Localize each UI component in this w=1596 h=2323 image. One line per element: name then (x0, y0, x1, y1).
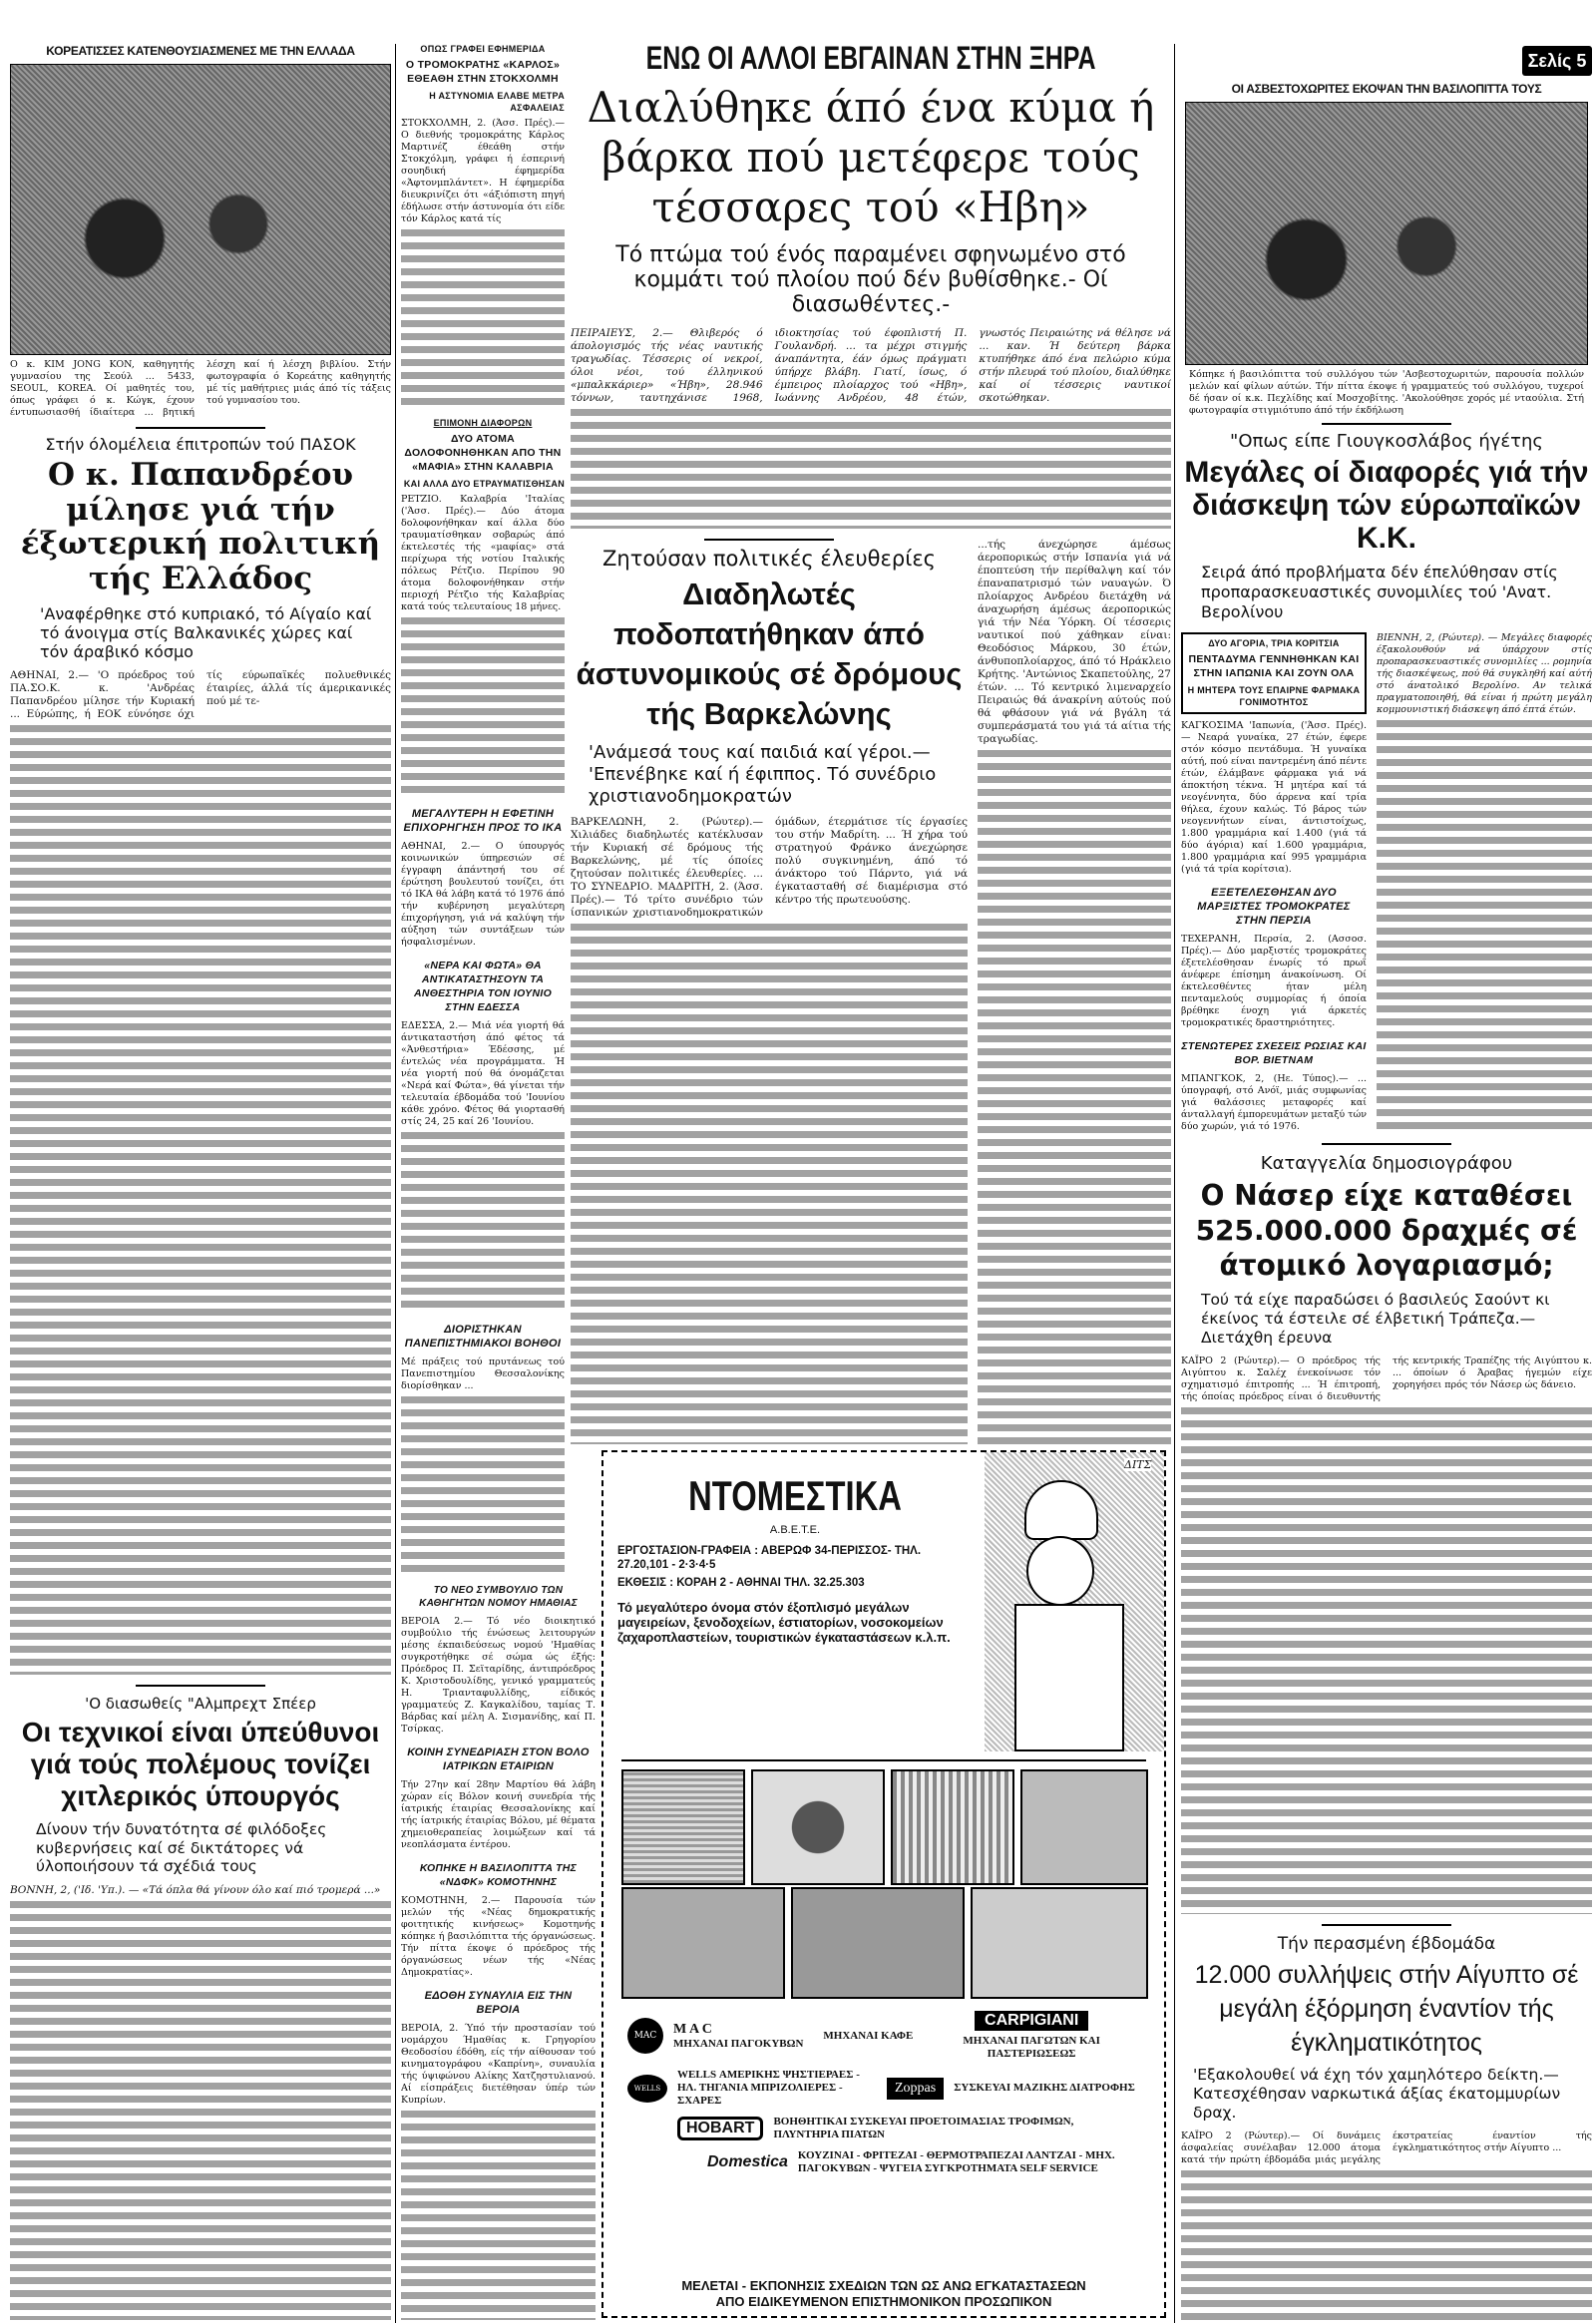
hobart-description: ΒΟΗΘΗΤΙΚΑΙ ΣΥΣΚΕΥΑΙ ΠΡΟΕΤΟΙΜΑΣΙΑΣ ΤΡΟΦΙΜΩΝ, ΠΛΥΝΤΗΡΙΑ ΠΙΑΤΩΝ (773, 2116, 1074, 2140)
imathia-headline: ΤΟ ΝΕΟ ΣΥΜΒΟΥΛΙΟ ΤΩΝ ΚΑΘΗΓΗΤΩΝ ΝΟΜΟΥ ΗΜΑΘΙΑΣ (419, 1585, 578, 1609)
egypt-body-text (1181, 2170, 1592, 2320)
chef-face-icon (1026, 1536, 1094, 1606)
speer-body: ΒΟΝΝΗ, 2, ('Ιδ. 'Υπ.). — «Τά όπλα θά γίνουν όλο καί πιό τρομερά ...» (10, 1884, 381, 1896)
pasok-deck: 'Αναφέρθηκε στό κυπριακό, τό Αίγαίο καί τό άνοιγμα στίς Βαλκανικές χώρες καί τόν άραβικό κόσμο (40, 603, 372, 662)
ad-text-block (603, 1452, 985, 1751)
veria-body: ΒΕΡΟΙΑ, 2. Ύπό τήν προστασίαν τού νομάρχου Ήμαθίας κ. Γρηγορίου Θεοδοσίου έδόθη, είς τήν αίθουσαν τού κινηματογράφου «Καπρίνη», συναυλία τής ύψιφώνου Αλίκης Χατζηστυλιανού. Αί είσπράξεις διετέθησαν ύπέρ τών Κυπρίων. (401, 2023, 596, 2106)
spain-deck: 'Ανάμεσά τους καί παιδιά καί γέροι.— 'Επενέβηκε καί ή έφιππος. Τό συνέδριο χριστιανοδημοκρατών (589, 742, 937, 807)
egypt-kicker: Τήν περασμένη έβδομάδα (1277, 1934, 1496, 1954)
carlos-label: ΟΠΩΣ ΓΡΑΦΕΙ ΕΦΗΜΕΡΙΔΑ (420, 44, 546, 54)
edessa-body: ΕΔΕΣΣΑ, 2.— Μιά νέα γιορτή θά άντικαταστήση άπό φέτος τά «Άνθεστήρια» Έδέσσης, μέ έντελώς νέα προγράμματα. Ή νέα γιορτή πού θά όνομάζεται «Νερά καί Φώτα», θά γίνεται τήν τελευταία έβδομάδα τού 'Ιουνίου κάθε χρόνο. Φέτος θά γιορτασθή στίς 24, 25 καί 26 'Ιουνίου. (401, 1020, 565, 1127)
mac-name: M A C (673, 2021, 712, 2037)
wells-description: WELLS ΑΜΕΡΙΚΗΣ ΨΗΣΤΙΕΡΑΕΣ - ΗΛ. ΤΗΓΑΝΙΑ ΜΠΡΙΖΟΛΙΕΡΕΣ - ΣΧΑΡΕΣ (677, 2069, 860, 2107)
carlos-headline: Ο ΤΡΟΜΟΚΡΑΤΗΣ «ΚΑΡΛΟΣ» ΕΘΕΑΘΗ ΣΤΗΝ ΣΤΟΚΧΟΛΜΗ (405, 59, 561, 85)
speer-deck: Δίνουν τήν δυνατότητα σέ φιλόδοξες κυβερνήσεις καί σέ δικτάτορες νά ύλοποιήσουν τά σχέδιά τους (36, 1820, 327, 1876)
lead-kicker: ΕΝΩ ΟΙ ΑΛΛΟΙ ΕΒΓΑΙΝΑΝ ΣΤΗΝ ΞΗΡΑ (645, 40, 1096, 76)
ad-footer-line1: ΜΕΛΕΤΑΙ - ΕΚΠΟΝΗΣΙΣ ΣΧΕΔΙΩΝ ΤΩΝ ΩΣ ΑΝΩ ΕΓΚΑΤΑΣΤΑΣΕΩΝ (681, 2278, 1086, 2293)
yugo-kicker: "Οπως είπε Γιουγκοσλάβος ήγέτης (1230, 431, 1543, 452)
speer-kicker: 'Ο διασωθείς "Αλμπρεχτ Σπέερ (85, 1694, 316, 1713)
yugo-row (1181, 632, 1592, 1133)
ika-headline: ΜΕΓΑΛΥΤΕΡΗ Η ΕΦΕΤΙΝΗ ΕΠΙΧΟΡΗΓΗΣΗ ΠΡΟΣ ΤΟ ΙΚΑ (403, 808, 563, 834)
egypt-body: ΚΑΪΡΟ 2 (Ρώυτερ).— Οί δυνάμεις άσφαλείας συνέλαβαν 12.000 άτομα κατά τήν πρώτη έβδομάδα μιάς μεγάλης έκστρατείας έναντίον τής έγκληματικότητος στήν Αίγυπτο ... (1181, 2130, 1592, 2165)
edessa-headline: «ΝΕΡΑ ΚΑΙ ΦΩΤΑ» ΘΑ ΑΝΤΙΚΑΤΑΣΤΗΣΟΥΝ ΤΑ ΑΝΘΕΣΤΗΡΙΑ ΤΟΝ ΙΟΥΝΙΟ ΣΤΗΝ ΕΔΕΣΣΑ (413, 960, 553, 1013)
carlos-body: ΣΤΟΚΧΟΛΜΗ, 2. (Άσσ. Πρές).— Ο διεθνής τρομοκράτης Κάρλος Μαρτινέζ έθεάθη στήν Στοκχόλμη, γράφει ή έσπερινή σουηδική έφημερίδα «Άφτονμπλάντετ». Η έφημερίδα διευκρινίζει ότι «άξιόπιστη πηγή έδήλωσε στήν άστυνομία ότι είδε τόν Κάρλος κατά τίς (401, 118, 565, 224)
product-fryer (621, 1887, 785, 1999)
egypt-deck: 'Εξακολουθεί νά έχη τόν χαμηλότερο δείκτη.— Κατεσχέθησαν ναρκωτικά άξίας έκατομμυρίων δραχ. (1193, 2066, 1561, 2122)
divider (704, 539, 834, 541)
divider (136, 427, 265, 429)
spain-story (571, 539, 968, 1444)
quintuplets-box (1181, 632, 1367, 714)
center-column (571, 40, 1171, 1444)
yugo-deck: Σειρά άπό προβλήματα δέν έπελύθησαν στίς προπαρασκευαστικές συνομιλίες τού 'Ανατ. Βερολίνου (1201, 563, 1558, 621)
chef-illustration (985, 1452, 1164, 1751)
lead-body-text (571, 409, 1171, 529)
divider (136, 1685, 265, 1687)
ika-body: ΑΘΗΝΑΙ, 2.— Ο ύπουργός κοινωνικών ύπηρεσιών σέ έγγραφη άπάντησή του σέ έρώτηση βουλευτού τονίζει, ότι τό ΙΚΑ θά λάβη κατά τό 1976 άπό τήν κυβέρνηση μεγαλύτερη έπιχορήγηση, γιά νά καλύψη τήν αύξηση τών συντάξεων τών ήσφαλισμένων. (401, 841, 565, 948)
pasok-kicker: Στήν όλομέλεια έπιτροπών τού ΠΑΣΟΚ (45, 435, 356, 454)
persia-headline: ΕΞΕΤΕΛΕΣΘΗΣΑΝ ΔΥΟ ΜΑΡΞΙΣΤΕΣ ΤΡΟΜΟΚΡΑΤΕΣ ΣΤΗΝ ΠΕΡΣΙΑ (1197, 887, 1351, 927)
brand-row-3 (627, 2116, 1140, 2141)
product-mixer (751, 1769, 885, 1885)
quint-subhead: Η ΜΗΤΕΡΑ ΤΟΥΣ ΕΠΑΙΡΝΕ ΦΑΡΜΑΚΑ ΓΟΝΙΜΟΤΗΤΟΣ (1187, 685, 1361, 707)
narrow-column-bottom (401, 1584, 596, 2320)
photo-vasilopita (1185, 102, 1588, 365)
narrow-column-top (401, 44, 565, 1576)
divider (1322, 423, 1451, 425)
zoppas-description: ΣΥΣΚΕΥΑΙ ΜΑΖΙΚΗΣ ΔΙΑΤΡΟΦΗΣ (954, 2082, 1135, 2094)
ad-spacer (603, 2175, 1164, 2278)
volos-headline: ΚΟΙΝΗ ΣΥΝΕΔΡΙΑΣΗ ΣΤΟΝ ΒΟΛΟ ΙΑΤΡΙΚΩΝ ΕΤΑΙΡΙΩΝ (407, 1746, 590, 1772)
brand-row-1 (627, 2011, 1140, 2061)
product-dishwasher (621, 1769, 745, 1885)
assistants-body: Μέ πράξεις τού πρυτάνεως τού Πανεπιστημίου Θεσσαλονίκης διορίσθηκαν ... (401, 1355, 565, 1391)
lead-body: ΠΕΙΡΑΙΕΥΣ, 2.— Θλιβερός ό άπολογισμός τής νέας ναυτικής τραγωδίας. Τέσσερις οί νεκροί, όλοι νέοι, τού έλληνικού «μπαλκκάριερ» «Ήβη», 28.946 τόννων, ταυτηχάνισε 1968, ιδιοκτησίας τού έφοπλιστή Π. Γουλανδρή. ... τα μέχρι στιγμής άναπάντητα, έάν όμως πράγματι ύπήρχε βλάβη. Γιατί, ίσως, ό έμπειρος πλοίαρχος τού «Ηβη», Ιωάννης Ανδρέου, 48 έτών, γνωστός Πειραιώτης νά θέλησε νά ... καν. Ή δεύτερη βάρκα κτυπήθηκε άπό ένα πελώριο κύμα στήν πλευρά τού πλοίου, διαλύθηκε καί οί τέσσερις ναυτικοί σκοτώθηκαν. (571, 327, 1171, 404)
yugo-headline: Μεγάλες οί διαφορές γιά τήν διάσκεψη τών εύρωπαϊκών Κ.Κ. (1184, 456, 1589, 555)
photo-headline: ΟΙ ΑΣΒΕΣΤΟΧΩΡΙΤΕΣ ΕΚΟΨΑΝ ΤΗΝ ΒΑΣΙΛΟΠΙΤΤΑ ΤΟΥΣ (1231, 82, 1542, 96)
right-column (1181, 46, 1592, 2320)
nasser-headline: Ο Νάσερ είχε καταθέσει 525.000.000 δραχμές σέ άτομικό λογαριασμό; (1195, 1179, 1578, 1282)
ad-top (603, 1452, 1164, 1751)
egypt-headline: 12.000 συλλήψεις στήν Αίγυπτο σέ μεγάλη έξόρμηση έναντίον τής έγκληματικότητος (1194, 1961, 1579, 2057)
mafia-label: ΕΠΙΜΟΝΗ ΔΙΑΦΟΡΩΝ (433, 417, 533, 428)
nasser-kicker: Καταγγελία δημοσιογράφου (1260, 1153, 1513, 1174)
assistants-body-text (401, 1396, 565, 1577)
yugo-body: ΒΙΕΝΝΗ, 2, (Ρώυτερ). — Μεγάλες διαφορές έξακολουθούν νά ύπάρχουν στίς προπαρασκευαστικές συνομιλίες ... ρομηνία τής διασκέψεως, πού θά συγκληθή καί αύτή στό άνατολικό Βερολίνο. Αν τελικά πραγματοποιηθή, θά είναι ή πρώτη μεγάλη κομμουνιστική διάσκεψη άπό έπτά έτών. (1377, 632, 1592, 715)
ad-company: Α.Β.Ε.Τ.Ε. (769, 1524, 821, 1536)
spain-kicker: Ζητούσαν πολιτικές έλευθερίες (602, 547, 936, 571)
mafia-subhead: ΚΑΙ ΑΛΛΑ ΔΥΟ ΕΤΡΑΥΜΑΤΙΣΘΗΣΑΝ (403, 478, 565, 489)
ad-brand: ΝΤΟΜΕΣΤΙΚΑ (688, 1472, 902, 1519)
carlos-subhead: Η ΑΣΤΥΝΟΜΙΑ ΕΛΑΒΕ ΜΕΤΡΑ ΑΣΦΑΛΕΙΑΣ (429, 91, 565, 113)
photo-korean-students (10, 64, 391, 355)
briefs-column (1181, 632, 1367, 1133)
spain-body-text (571, 924, 968, 1444)
mafia-headline: ΔΥΟ ΑΤΟΜΑ ΔΟΛΟΦΟΝΗΘΗΚΑΝ ΑΠΟ ΤΗΝ «ΜΑΦΙΑ» ΣΤΗΝ ΚΑΛΑΒΡΙΑ (404, 432, 562, 473)
left-column (10, 44, 391, 2320)
lead-deck: Τό πτώμα τού ένός παραμένει σφηνωμένο στό κομμάτι τού πλοίου πού δέν βυθίσθηκε.- Οί διασωθέντες.- (615, 242, 1126, 317)
center-lower-row (571, 539, 1171, 1444)
pasok-headline: Ο κ. Παπανδρέου μίλησε γιά τήν έξωτερική πολιτική τής Ελλάδος (20, 457, 381, 597)
product-ice-cream-machine (891, 1769, 1014, 1885)
photo-headline: ΚΟΡΕΑΤΙΣΣΕΣ ΚΑΤΕΝΘΟΥΣΙΑΣΜΕΝΕΣ ΜΕ ΤΗΝ ΕΛΛΑΔΑ (46, 44, 355, 58)
carpigiani-description: ΜΗΧΑΝΑΙ ΠΑΓΩΤΩΝ ΚΑΙ ΠΑΣΤΕΡΙΩΣΕΩΣ (963, 2035, 1100, 2060)
imathia-body: ΒΕΡΟΙΑ 2.— Τό νέο διοικητικό συμβούλιο τής ένώσεως λειτουργών μέσης έκπαιδεύσεως νομού 'Ημαθίας συγκροτήθηκε σέ σώμα ώς έξής: Πρόεδρος Π. Σεϊταρίδης, άντιπρόεδρος Κ. Χριστοδουλίδης, γενικό γραμματεύς Η. Τριανταφυλλίδης, είδικός γραμματεύς Ζ. Καγκαλίδου, ταμίας Τ. Βάρδας καί μέλη Α. Σισμανίδης, καί Π. Τσίρκας. (401, 1616, 596, 1735)
photo-caption: Κόπηκε ή βασιλόπιττα τού συλλόγου τών 'Ασβεστοχωριτών, παρουσία πολλών μελών καί φίλων αύτών. Τήν πίττα έκοψε ή γραμματεύς τού συλλόγου, τυχεροί δέ ήσαν οί κ.κ. Πεχλίδης καί Μοσχοβίτης. 'Ακολούθησε χορός μέ νταούλια. Στή φωτογραφία στιγμιότυπο άπό τήν έκδήλωση (1189, 369, 1584, 416)
column-rule (395, 44, 396, 2323)
zoppas-logo: Zoppas (887, 2078, 944, 2100)
domestica-description: ΚΟΥΖΙΝΑΙ - ΦΡΙΤΕΖΑΙ - ΘΕΡΜΟΤΡΑΠΕΖΑΙ ΛΑΝΤΖΑΙ - ΜΗΧ. ΠΑΓΟΚΥΒΩΝ - ΨΥΓΕΙΑ ΣΥΓΚΡΟΤΗΜΑΤΑ SELF SERVICE (797, 2149, 1115, 2174)
artist-signature: ΔΙΤΣ (1124, 1458, 1152, 1471)
chef-hat-icon (1024, 1480, 1098, 1540)
yugo-body-text (1377, 720, 1592, 1133)
speer-headline: Οι τεχνικοί είναι ύπεύθυνοι γιά τούς πολέμους τονίζει χιτλερικός ύπουργός (21, 1716, 380, 1812)
veria-body-text (401, 2111, 596, 2320)
pasok-body: ΑΘΗΝΑΙ, 2.— 'Ο πρόεδρος τού ΠΑ.ΣΟ.Κ. κ. 'Ανδρέας Παπανδρέου μίλησε τήν Κυριακή ... Εύρώπης, ή ΕΟΚ εύνόησε όχι τίς εύρωπαϊκές πολυεθνικές έταιρίες, άλλά τίς άμερικανικές πού μέ τε- (10, 669, 391, 721)
wells-logo: WELLS (627, 2075, 667, 2103)
carlos-body-text (401, 229, 565, 410)
quint-label: ΔΥΟ ΑΓΟΡΙΑ, ΤΡΙΑ ΚΟΡΙΤΣΙΑ (1208, 638, 1340, 648)
lead-continuation (978, 539, 1171, 1444)
lead-continued-text (978, 750, 1171, 1444)
ntomestika-advertisement (601, 1450, 1166, 2318)
ad-factory-address: ΕΡΓΟΣΤΑΣΙΟΝ-ΓΡΑΦΕΙΑ : ΑΒΕΡΩΦ 34-ΠΕΡΙΣΣΟΣ- ΤΗΛ. 27.20,101 - 2·3·4·5 (617, 1545, 922, 1571)
product-photos (621, 1759, 1146, 2001)
vietnam-headline: ΣΤΕΝΩΤΕΡΕΣ ΣΧΕΣΕΙΣ ΡΩΣΙΑΣ ΚΑΙ ΒΟΡ. ΒΙΕΤΝΑΜ (1181, 1040, 1367, 1066)
persia-body: ΤΕΧΕΡΑΝΗ, Περσία, 2. (Ασσοσ. Πρές).— Δύο μαρξιστές τρομοκράτες έξετελέσθησαν ένωρίς τό πρωΐ άνέφερε έπίσημη άνακοίνωση. Οί έκτελεσθέντες ήταν μέλη πενταμελούς συμμορίας ή όποία βρέθηκε ένοχη γιά άρκετές τρομοκρατικές δραστηριότητες. (1181, 934, 1367, 1028)
speer-body-text (10, 1901, 391, 2320)
mafia-body: ΡΕΤΖΙΟ. Καλαβρία 'Ιταλίας ('Άσσ. Πρές).— Δύο άτομα δολοφονήθηκαν καί άλλα δύο τραυματίσθηκαν σοβαρώς άπό έκτελεστές τής «μαφίας» στά περίχωρα τής νοτίου Ιταλικής πόλεως Ρέτζιο. Περίπου 90 άτομα δολοφονήθηκαν στήν περιοχή Ρέτζιο τής Καλαβρίας κατά τούς τελευταίους 18 μήνες. (401, 493, 565, 612)
komotini-body: ΚΟΜΟΤΗΝΗ, 2.— Παρουσία τών μελών τής «Νέας δημοκρατικής φοιτητικής κινήσεως» Κομοτηνής κόπηκε ή βασιλόπιττα τής όργανώσεως. Τήν πίττα έκοψε ό πρόεδρος τής όργανώσεως νέων τής «Νέας Δημοκρατίας». (401, 1895, 596, 1978)
nasser-body: ΚΑΪΡΟ 2 (Ρώυτερ).— Ο πρόεδρος τής Αιγύπτου κ. Σαλέχ ένεκοίνωσε τόν σχηματισμό έπιτροπής ... Ή έπιτροπή, τής όποίας πρόεδρος είναι ό διευθυντής τής κεντρικής Τραπέζης τής Αιγύπτου κ. ... όποίων ό Άραβας ήγεμών είχε χορηγήσει πρός τόν Νάσερ ώς δάνειο. (1181, 1355, 1592, 1402)
column-rule (1174, 44, 1175, 2323)
lead-body-continued: ...τής άνεχώρησε άμέσως άεροπορικώς στήν Ισπανία γιά νά έποπτεύση τήν περίθαλψη καί τόν έπαναπατρισμό τών ναυαγών. Ό πλοίαρχος Ανδρέου διετάχθη νά άναχωρήση άμέσως άεροπορικώς γιά τήν Νέα Ύόρκη. Οί τέσσερις ναυτικοί πού χάθηκαν είναι: Θεοδόσιος Μάρκου, 30 έτών, άνθυποπλοίαρχος, άπό τό Ηράκλειο Κρήτης. 'Αντώνιος Σκαπετούλης, 27 έτών. ... Τό κεντρικό λιμεναρχείο Πειραιώς θά άνακρίνη αύτούς πού θά φθάσουν γιά νά βγάλη τά συμπεράσματά του γιά τά αίτια τής τραγωδίας. (978, 539, 1171, 745)
divider (1322, 1924, 1451, 1926)
chef-body-icon (1014, 1604, 1124, 1751)
product-counter (971, 1887, 1148, 1999)
divider (1322, 1143, 1451, 1145)
carpigiani-logo: CARPIGIANI (975, 2011, 1088, 2031)
photo-caption: Ο κ. KIM JONG KON, καθηγητής γυμνασίου της Σεούλ ... 5433, SEOUL, KOREA. Οί μαθητές του, όπως γράφει ό κ. Κώγκ, έχουν έντυπωσιασθή ίδιαίτερα ... βητική λέσχη καί ή λέσχη βιβλίου. Στήν φωτογραφία ό Κορεάτης καθηγητής μέ τίς μαθήτριες μιάς άπό τίς τάξεις τού γυμνασίου του. (10, 359, 391, 418)
ad-showroom-address: ΕΚΘΕΣΙΣ : ΚΟΡΑΗ 2 - ΑΘΗΝΑΙ ΤΗΛ. 32.25.303 (617, 1577, 865, 1589)
assistants-headline: ΔΙΟΡΙΣΤΗΚΑΝ ΠΑΝΕΠΙΣΤΗΜΙΑΚΟΙ ΒΟΗΘΟΙ (404, 1323, 562, 1350)
ad-footer-line2: ΑΠΟ ΕΙΔΙΚΕΥΜΕΝΟΝ ΕΠΙΣΤΗΜΟΝΙΚΟΝ ΠΡΟΣΩΠΙΚΟΝ (715, 2294, 1052, 2309)
spain-body: ΒΑΡΚΕΛΩΝΗ, 2. (Ρώυτερ).— Χιλιάδες διαδηλωτές κατέκλυσαν τήν Κυριακή σέ δρόμους τής Βαρκελώνης, μέ τίς όποίες ζητούσαν πολιτικές έλευθερίες. ... ΤΟ ΣΥΝΕΔΡΙΟ. ΜΑΔΡΙΤΗ, 2. (Άσσ. Πρές).— Τό τρίτο συνέδριο τών ίσπανικών χριστιανοδημοκρατικών όμάδων, έτερμάτισε τίς έργασίες του στήν Μαδρίτη. ... Ή χήρα τού στρατηγού Φράνκο άνεχώρησε πολύ συγκινημένη, άπό τό άνάκτορο τού Πάρντο, γιά νά έγκατασταθή σέ διαμέρισμα στό κέντρο τής πρωτευούσης. (571, 816, 968, 919)
nasser-deck: Τού τά είχε παραδώσει ό βασιλεύς Σαούντ κι έκείνος τά έστειλε σέ έλβετική Τράπεζα.— Διετάχθη έρευνα (1201, 1291, 1550, 1347)
yugo-body-column (1377, 632, 1592, 1133)
product-freezer (1020, 1769, 1148, 1885)
lead-headline: Διαλύθηκε άπό ένα κύμα ή βάρκα πού μετέφερε τούς τέσσαρες τού «Ηβη» (587, 83, 1155, 231)
quint-headline: ΠΕΝΤΑΔΥΜΑ ΓΕΝΝΗΘΗΚΑΝ ΚΑΙ ΣΤΗΝ ΙΑΠΩΝΙΑ ΚΑΙ ΖΟΥΝ ΟΛΑ (1188, 653, 1360, 679)
mac-logo: MAC (627, 2018, 663, 2054)
veria-headline: ΕΔΟΘΗ ΣΥΝΑΥΛΙΑ ΕΙΣ ΤΗΝ ΒΕΡΟΙΑ (424, 1990, 573, 2016)
hobart-logo: HOBART (677, 2117, 763, 2140)
ad-brand-list (603, 2001, 1164, 2175)
quint-body: ΚΑΓΚΟΣΙΜΑ 'Ιαπωνία, ('Άσσ. Πρές).— Νεαρά γυναίκα, 27 έτών, έφερε στόν κόσμο πεντάδυμα. Ή γυναίκα αύτή, πού είναι παντρεμένη άπό πέντε έτών, έλάμβανε φάρμακα γιά νά άποκτήση τέκνα. Ή μητέρα καί τά νεογέννητα, δύο άρρενα καί τρία θήλεα, έχουν καλώς. Τό βάρος τών νεογεννήτων είναι, άντιστοίχως, 1.800 γραμμάρια καί 1.400 (γιά τά δύο άγόρια) καί 1.600 γραμμάρια, 1.800 γραμμάρια καί 995 γραμμάρια (γιά τά τρία κορίτσια). (1181, 720, 1367, 875)
page-number-badge: Σελίς 5 (1522, 46, 1592, 76)
brand-row-4 (627, 2149, 1140, 2175)
mac-description: ΜΗΧΑΝΑΙ ΠΑΓΟΚΥΒΩΝ (673, 2037, 804, 2050)
product-stove (791, 1887, 965, 1999)
vietnam-body: ΜΠΑΝΓΚΟΚ, 2, (Ηε. Τύπος).— ... ύπογραφή, στό Ανόϊ, μιάς συμφωνίας γιά θαλάσσιες μεταφορές καί άνταλλαγή έμπορευμάτων μεταξύ τών δύο χωρών, γιά τό 1976. (1181, 1073, 1368, 1132)
spain-headline: Διαδηλωτές ποδοπατήθηκαν άπό άστυνομικούς σέ δρόμους τής Βαρκελώνης (576, 577, 963, 731)
coffee-machines-label: ΜΗΧΑΝΑΙ ΚΑΦΕ (823, 2029, 914, 2042)
pasok-body-text (10, 725, 391, 1674)
edessa-body-text (401, 1132, 565, 1313)
komotini-headline: ΚΟΠΗΚΕ Η ΒΑΣΙΛΟΠΙΤΤΑ ΤΗΣ «ΝΔΦΚ» ΚΟΜΟΤΗΝΗΣ (419, 1862, 578, 1888)
domestica-logo: Domestica (707, 2153, 788, 2170)
volos-body: Τήν 27ην καί 28ην Μαρτίου θά λάβη χώραν είς Βόλον κοινή συνεδρία τής ίατρικής έταιρίας Θεσσαλονίκης καί τής ίατρικής έταιρίας Βόλου, μέ θέματα χημειοθεραπείας λοιμώξεων καί τά νεοπλάσματα έντέρου. (401, 1779, 596, 1850)
brand-row-2 (627, 2069, 1140, 2108)
badge-row (1181, 46, 1592, 76)
nasser-body-text (1181, 1407, 1592, 1914)
ad-slogan: Τό μεγαλύτερο όνομα στόν έξοπλισμό μεγάλων μαγειρείων, ξενοδοχείων, έστιατορίων, νοσοκομείων ζαχαροπλαστείων, τουριστικών έγκαταστάσεων κ.λ.π. (617, 1600, 951, 1645)
mafia-body-text (401, 617, 565, 798)
